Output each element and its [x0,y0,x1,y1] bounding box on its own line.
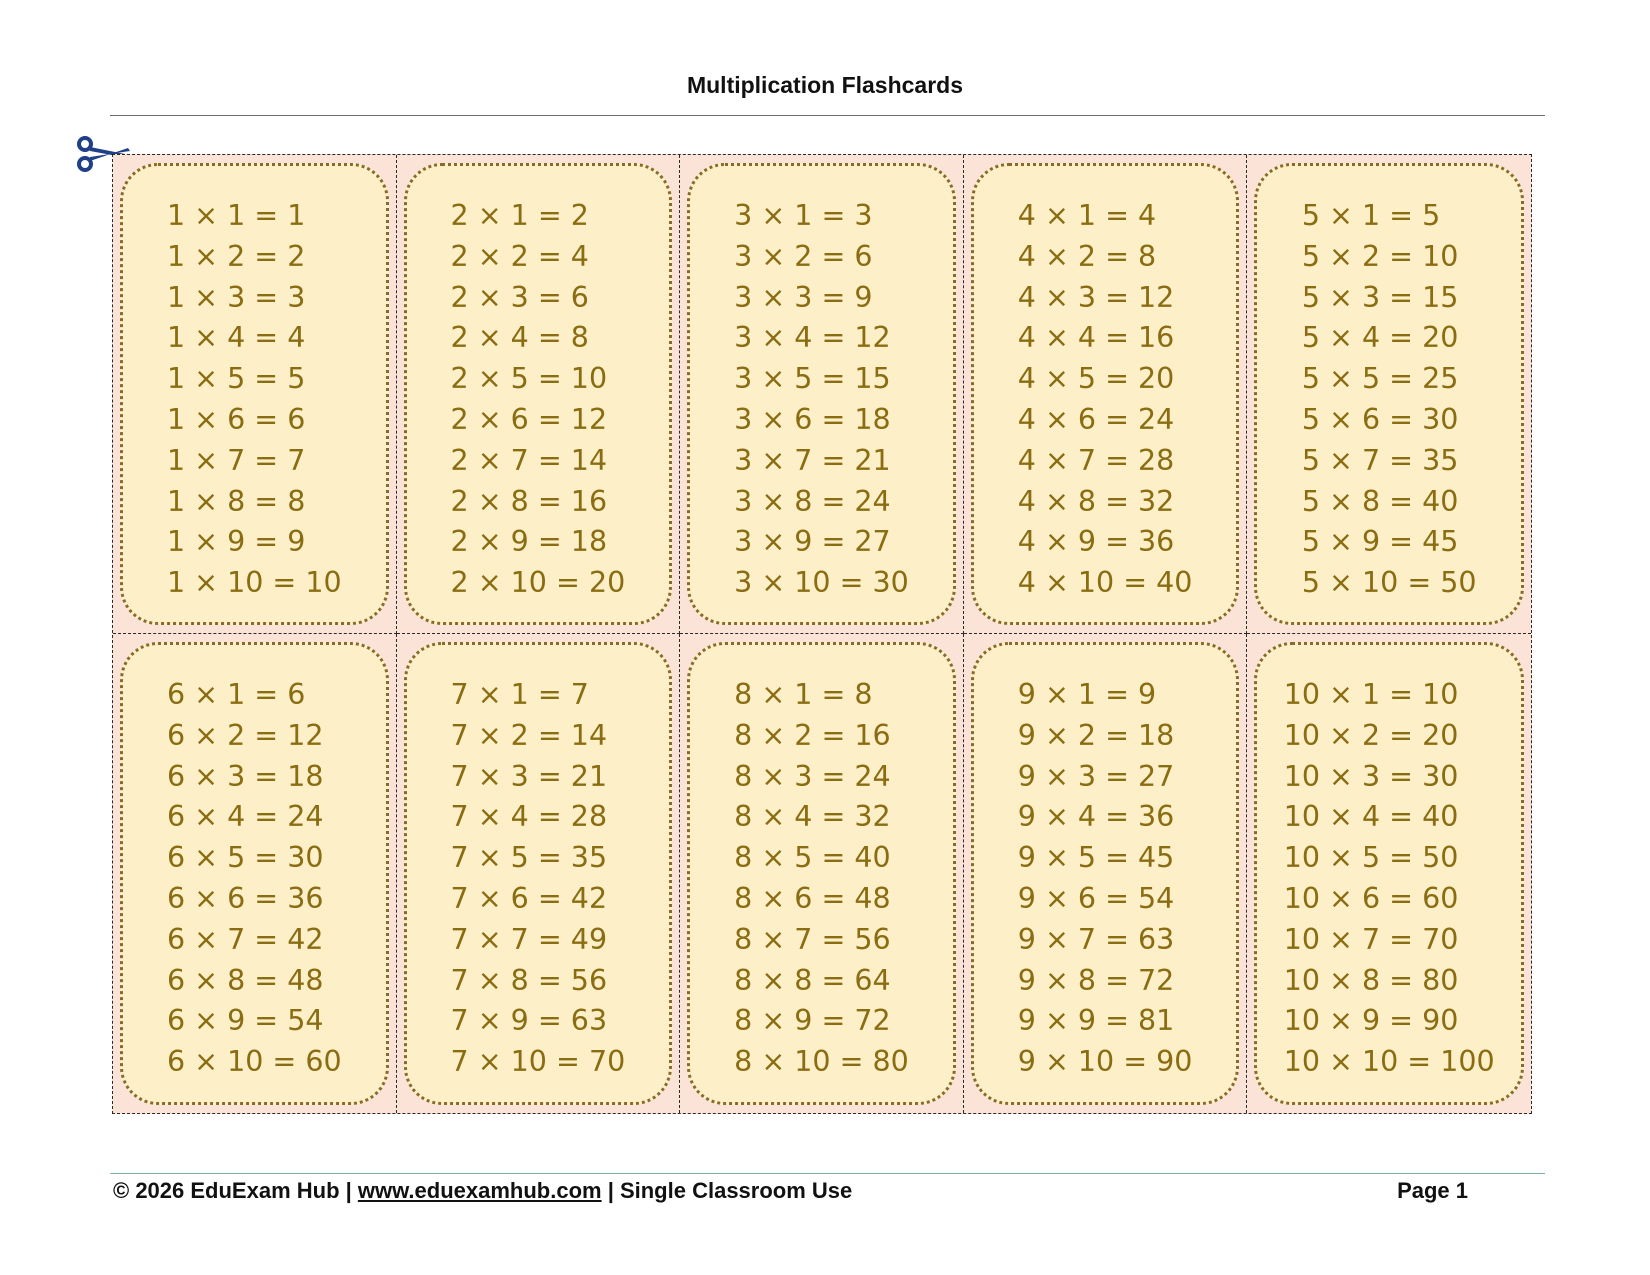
fact-row: 5 × 5 = 25 [1301,362,1459,396]
fact-row: 2 × 10 = 20 [450,566,626,600]
fact-row: 10 × 1 = 10 [1283,678,1459,711]
fact-row: 9 × 6 = 54 [1017,881,1175,915]
fact-row: 7 × 4 = 28 [450,800,608,834]
fact-row: 6 × 8 = 48 [166,963,324,997]
fact-row: 4 × 1 = 4 [1017,199,1157,232]
fact-row: 10 × 2 = 20 [1283,718,1459,752]
flashcard-cell [680,634,964,1113]
fact-row: 10 × 8 = 80 [1283,963,1459,997]
fact-row: 4 × 8 = 32 [1017,484,1175,518]
fact-row: 7 × 8 = 56 [450,963,608,997]
fact-row: 5 × 8 = 40 [1301,484,1459,518]
fact-row: 4 × 2 = 8 [1017,239,1157,273]
fact-row: 5 × 3 = 15 [1301,280,1459,314]
fact-row: 9 × 7 = 63 [1017,922,1175,956]
fact-row: 7 × 1 = 7 [450,678,589,711]
fact-list [451,196,626,622]
fact-row: 8 × 5 = 40 [734,841,891,875]
fact-list [451,675,626,1102]
fact-list [734,675,909,1102]
fact-row: 9 × 3 = 27 [1017,759,1175,793]
fact-row: 2 × 2 = 4 [450,239,589,273]
fact-row: 5 × 7 = 35 [1301,443,1459,477]
fact-row: 2 × 5 = 10 [450,362,608,396]
fact-row: 1 × 6 = 6 [166,402,306,436]
fact-row: 2 × 4 = 8 [450,321,589,355]
fact-row: 6 × 2 = 12 [166,718,324,752]
flashcard-table-2 [404,163,673,625]
fact-row: 8 × 3 = 24 [734,759,891,793]
flashcard-cell [1247,634,1531,1113]
flashcard-cell [113,634,397,1113]
flashcard-cell [113,155,397,634]
flashcard-cell [964,155,1248,634]
fact-row: 9 × 10 = 90 [1017,1045,1193,1079]
flashcard-table-9 [971,642,1240,1105]
fact-row: 7 × 9 = 63 [450,1004,608,1038]
fact-row: 2 × 7 = 14 [450,443,608,477]
footer-divider [110,1173,1545,1174]
flashcard-table-1 [120,163,389,625]
fact-row: 2 × 6 = 12 [450,402,608,436]
fact-list [167,675,342,1102]
fact-row: 2 × 9 = 18 [450,525,608,559]
fact-list [734,196,909,622]
flashcard-cell [397,155,681,634]
fact-row: 1 × 8 = 8 [166,484,306,518]
fact-row: 8 × 6 = 48 [734,881,891,915]
flashcard-table-8 [687,642,956,1105]
fact-list [1018,196,1193,622]
fact-row: 4 × 6 = 24 [1017,402,1175,436]
fact-row: 6 × 5 = 30 [166,841,324,875]
fact-row: 4 × 7 = 28 [1017,443,1175,477]
footer-copyright: © 2026 EduExam Hub | [113,1178,358,1203]
fact-row: 4 × 10 = 40 [1017,566,1193,600]
flashcard-cell [680,155,964,634]
fact-row: 7 × 7 = 49 [450,922,608,956]
fact-row: 6 × 6 = 36 [166,881,324,915]
fact-row: 6 × 4 = 24 [166,800,324,834]
fact-row: 4 × 5 = 20 [1017,362,1175,396]
flashcard-table-3 [687,163,956,625]
fact-list [1302,196,1477,622]
fact-row: 3 × 3 = 9 [734,280,873,314]
fact-row: 3 × 4 = 12 [734,321,891,355]
fact-row: 9 × 1 = 9 [1017,678,1157,711]
fact-row: 1 × 10 = 10 [166,566,342,600]
fact-row: 4 × 3 = 12 [1017,280,1175,314]
footer-website-link[interactable]: www.eduexamhub.com [357,1178,602,1203]
fact-row: 4 × 9 = 36 [1017,525,1175,559]
fact-row: 10 × 6 = 60 [1283,881,1459,915]
fact-list [1284,675,1495,1102]
fact-row: 1 × 7 = 7 [166,443,306,477]
fact-row: 4 × 4 = 16 [1017,321,1175,355]
fact-row: 10 × 5 = 50 [1283,841,1459,875]
fact-row: 5 × 2 = 10 [1301,239,1459,273]
fact-row: 2 × 8 = 16 [450,484,608,518]
fact-row: 1 × 9 = 9 [166,525,306,559]
fact-row: 10 × 9 = 90 [1283,1004,1459,1038]
fact-row: 7 × 5 = 35 [450,841,608,875]
fact-row: 9 × 8 = 72 [1017,963,1175,997]
fact-row: 6 × 3 = 18 [166,759,324,793]
fact-row: 6 × 1 = 6 [166,678,306,711]
fact-row: 10 × 3 = 30 [1283,759,1459,793]
fact-row: 6 × 7 = 42 [166,922,324,956]
page-title: Multiplication Flashcards [686,72,964,98]
flashcard-table-7 [404,642,673,1105]
fact-row: 3 × 10 = 30 [734,566,909,600]
fact-row: 1 × 4 = 4 [166,321,306,355]
fact-row: 3 × 6 = 18 [734,402,891,436]
fact-row: 9 × 2 = 18 [1017,718,1175,752]
fact-row: 3 × 1 = 3 [734,199,873,232]
fact-row: 3 × 2 = 6 [734,239,873,273]
fact-row: 8 × 2 = 16 [734,718,891,752]
footer-usage: | Single Classroom Use [601,1178,853,1203]
fact-row: 7 × 2 = 14 [450,718,608,752]
fact-row: 8 × 9 = 72 [734,1004,891,1038]
flashcard-table-6 [120,642,389,1105]
fact-list [167,196,342,622]
footer-credits [113,1178,852,1204]
flashcard-cell [1247,155,1531,634]
fact-row: 5 × 1 = 5 [1301,199,1441,232]
header-divider [110,115,1545,116]
fact-row: 7 × 6 = 42 [450,881,608,915]
fact-row: 1 × 2 = 2 [166,239,306,273]
fact-row: 1 × 3 = 3 [166,280,306,314]
flashcard-table-4 [971,163,1240,625]
fact-row: 1 × 5 = 5 [166,362,306,396]
fact-row: 10 × 4 = 40 [1283,800,1459,834]
flashcard-cell [964,634,1248,1113]
fact-row: 10 × 10 = 100 [1283,1045,1495,1079]
fact-row: 6 × 10 = 60 [166,1045,342,1079]
fact-row: 9 × 9 = 81 [1017,1004,1175,1038]
fact-row: 3 × 8 = 24 [734,484,891,518]
fact-row: 8 × 1 = 8 [734,678,873,711]
fact-row: 8 × 4 = 32 [734,800,891,834]
fact-row: 10 × 7 = 70 [1283,922,1459,956]
fact-row: 7 × 10 = 70 [450,1045,626,1079]
fact-row: 5 × 6 = 30 [1301,402,1459,436]
fact-row: 9 × 4 = 36 [1017,800,1175,834]
fact-row: 2 × 1 = 2 [450,199,589,232]
fact-row: 9 × 5 = 45 [1017,841,1175,875]
fact-row: 3 × 5 = 15 [734,362,891,396]
flashcard-grid [112,154,1532,1114]
flashcard-table-10 [1254,642,1524,1105]
fact-row: 1 × 1 = 1 [166,199,306,232]
fact-row: 8 × 10 = 80 [734,1045,909,1079]
flashcard-cell [397,634,681,1113]
fact-row: 5 × 9 = 45 [1301,525,1459,559]
fact-row: 5 × 4 = 20 [1301,321,1459,355]
fact-row: 3 × 7 = 21 [734,443,891,477]
page-number: Page 1 [1397,1178,1468,1203]
fact-row: 2 × 3 = 6 [450,280,589,314]
fact-row: 6 × 9 = 54 [166,1004,324,1038]
flashcard-table-5 [1254,163,1524,625]
fact-row: 5 × 10 = 50 [1301,566,1477,600]
fact-row: 7 × 3 = 21 [450,759,608,793]
fact-row: 8 × 7 = 56 [734,922,891,956]
fact-row: 8 × 8 = 64 [734,963,891,997]
fact-list [1018,675,1193,1102]
fact-row: 3 × 9 = 27 [734,525,891,559]
